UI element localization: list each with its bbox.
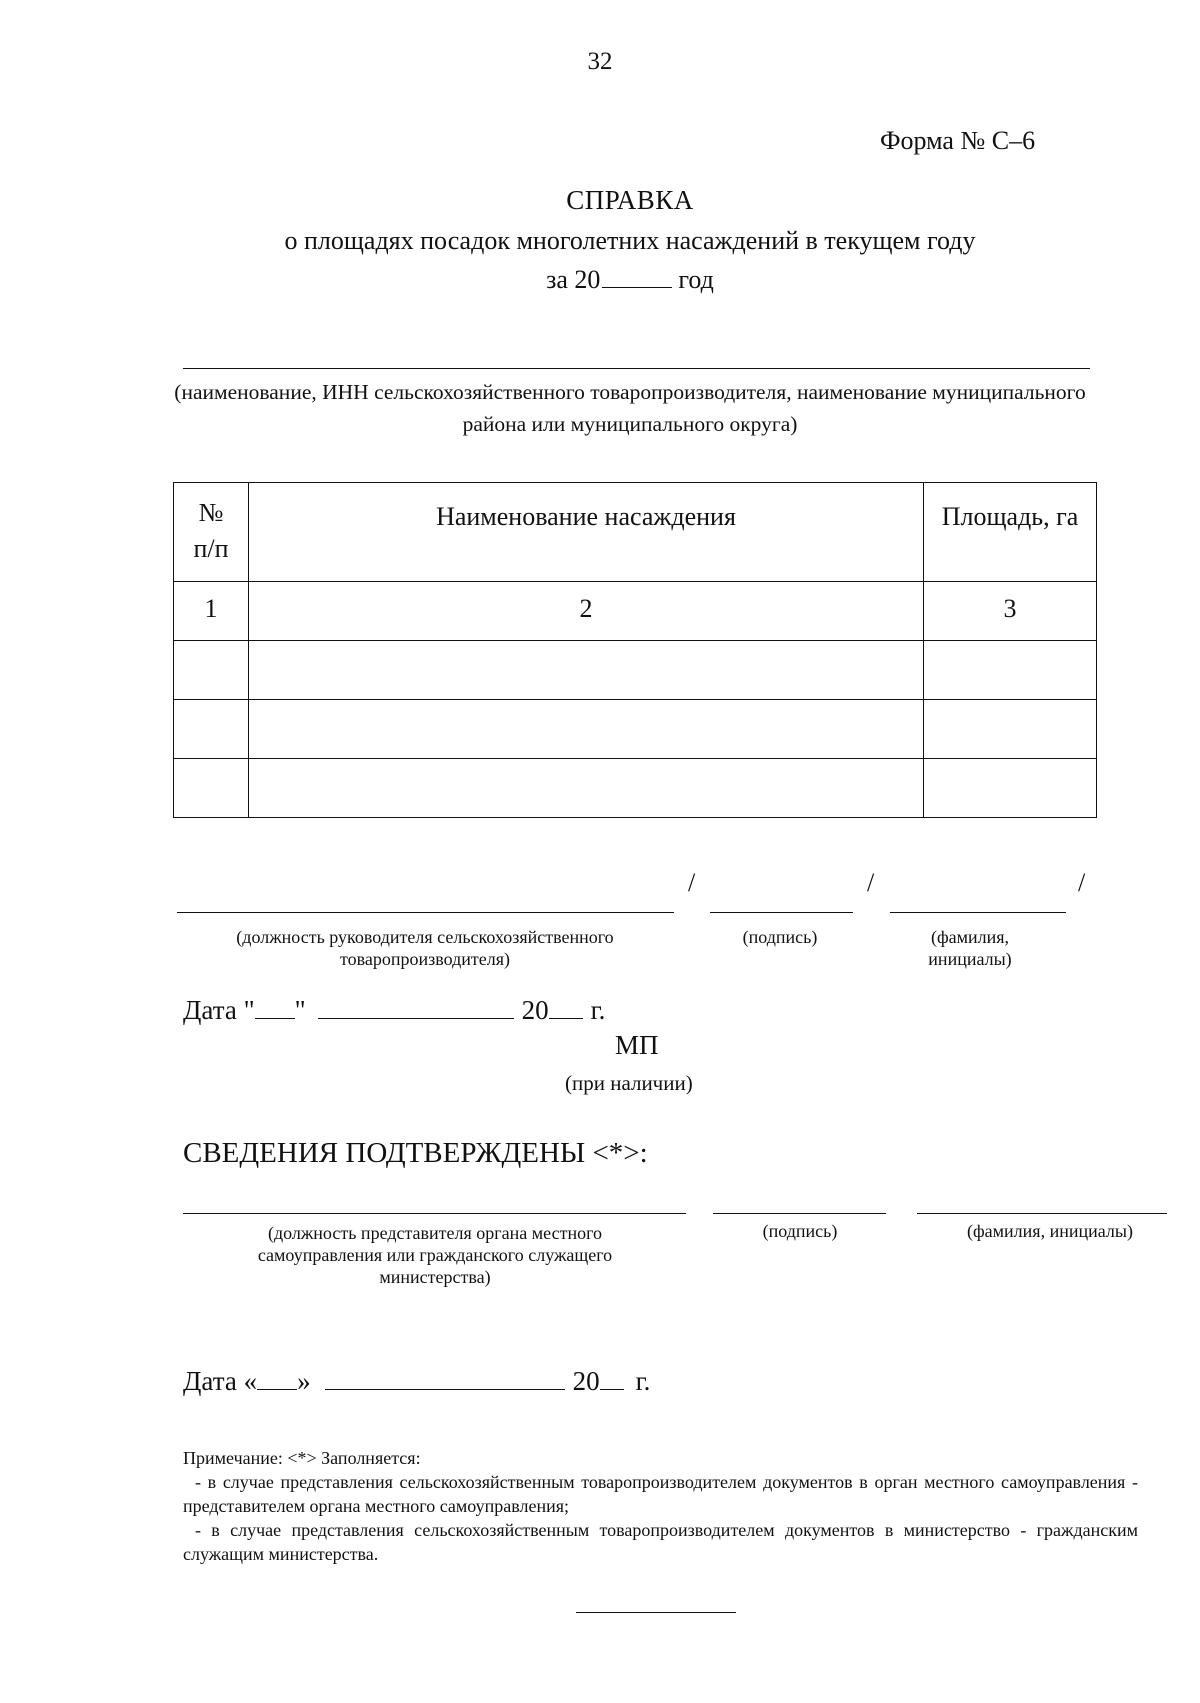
confirmation-date-field — [183, 1366, 650, 1397]
footnote-item: - в случае представления сельскохозяйственным товаропроизводителем документов в орган местного самоуправления - представителем органа местного самоуправления; — [183, 1472, 1138, 1516]
table-cell[interactable] — [249, 641, 924, 700]
official-name-caption: (фамилия, инициалы) — [967, 1221, 1133, 1241]
date-year-suffix: г. — [590, 995, 606, 1025]
table-cell[interactable] — [174, 700, 249, 759]
form-number: Форма № С–6 — [880, 126, 1036, 155]
head-signature-line[interactable] — [710, 912, 853, 913]
plantings-table — [173, 482, 1097, 818]
document-title: СПРАВКА — [566, 185, 694, 215]
separator-slash: / — [1078, 868, 1086, 897]
footnote-intro: Примечание: <*> Заполняется: — [183, 1448, 421, 1468]
official-position-caption: (должность представителя органа местного самоуправления или гражданского служащего министерства) — [257, 1223, 613, 1287]
stamp-note: (при наличии) — [565, 1071, 693, 1095]
column-header-name: Наименование насаждения — [249, 483, 924, 582]
head-position-line[interactable] — [177, 912, 674, 913]
head-name-line[interactable] — [890, 912, 1066, 913]
end-divider — [576, 1612, 736, 1613]
head-signature-caption: (подпись) — [742, 927, 818, 947]
column-header-area: Площадь, га — [924, 483, 1097, 582]
official-signature-line[interactable] — [713, 1213, 886, 1214]
column-number: 1 — [174, 582, 249, 641]
table-cell[interactable] — [249, 700, 924, 759]
stamp-label: МП — [615, 1030, 659, 1060]
document-subtitle: о площадях посадок многолетних насаждений в текущем году — [284, 226, 976, 255]
table-row — [174, 641, 1097, 700]
footnote-item: - в случае представления сельскохозяйственным товаропроизводителем документов в министерство - гражданским служащим министерства. — [183, 1520, 1138, 1564]
day-blank[interactable] — [257, 1367, 297, 1390]
table-row — [174, 759, 1097, 818]
column-number-row — [174, 582, 1097, 641]
table-cell[interactable] — [249, 759, 924, 818]
table-cell[interactable] — [174, 641, 249, 700]
day-blank[interactable] — [255, 996, 295, 1019]
table-cell[interactable] — [924, 759, 1097, 818]
year-suffix: год — [678, 265, 714, 294]
official-signature-caption: (подпись) — [762, 1221, 838, 1241]
date-label: Дата " — [183, 995, 255, 1025]
date-year-suffix: г. — [635, 1366, 651, 1396]
table-row — [174, 700, 1097, 759]
page-number: 32 — [587, 48, 613, 75]
date-quote: " — [294, 995, 306, 1025]
head-name-caption: (фамилия, инициалы) — [928, 927, 1012, 969]
table-cell[interactable] — [924, 700, 1097, 759]
date-year-prefix: 20 — [572, 1366, 600, 1396]
producer-caption: (наименование, ИНН сельскохозяйственного товаропроизводителя, наименование муниципального района или муниципального округа) — [174, 380, 1086, 436]
head-position-caption: (должность руководителя сельскохозяйственного товаропроизводителя) — [236, 927, 614, 969]
official-name-line[interactable] — [917, 1213, 1167, 1214]
column-number: 2 — [249, 582, 924, 641]
table-header-row — [174, 483, 1097, 582]
producer-name-line[interactable] — [183, 368, 1090, 369]
separator-slash: / — [688, 868, 696, 897]
official-position-line[interactable] — [183, 1213, 686, 1214]
year-blank[interactable] — [549, 996, 583, 1019]
separator-slash: / — [867, 868, 875, 897]
column-number: 3 — [924, 582, 1097, 641]
confirmation-heading: СВЕДЕНИЯ ПОДТВЕРЖДЕНЫ <*>: — [183, 1137, 648, 1169]
date-year-prefix: 20 — [521, 995, 549, 1025]
year-blank[interactable] — [600, 1367, 624, 1390]
month-blank[interactable] — [318, 996, 514, 1019]
year-prefix: за 20 — [546, 265, 601, 294]
column-header-number: № п/п — [174, 483, 249, 582]
month-blank[interactable] — [325, 1367, 565, 1390]
year-blank[interactable] — [602, 265, 672, 288]
table-cell[interactable] — [174, 759, 249, 818]
report-year-line — [0, 265, 1200, 295]
date-label: Дата « — [183, 1366, 258, 1396]
date-field — [183, 995, 605, 1026]
table-cell[interactable] — [924, 641, 1097, 700]
date-quote: » — [297, 1366, 311, 1396]
